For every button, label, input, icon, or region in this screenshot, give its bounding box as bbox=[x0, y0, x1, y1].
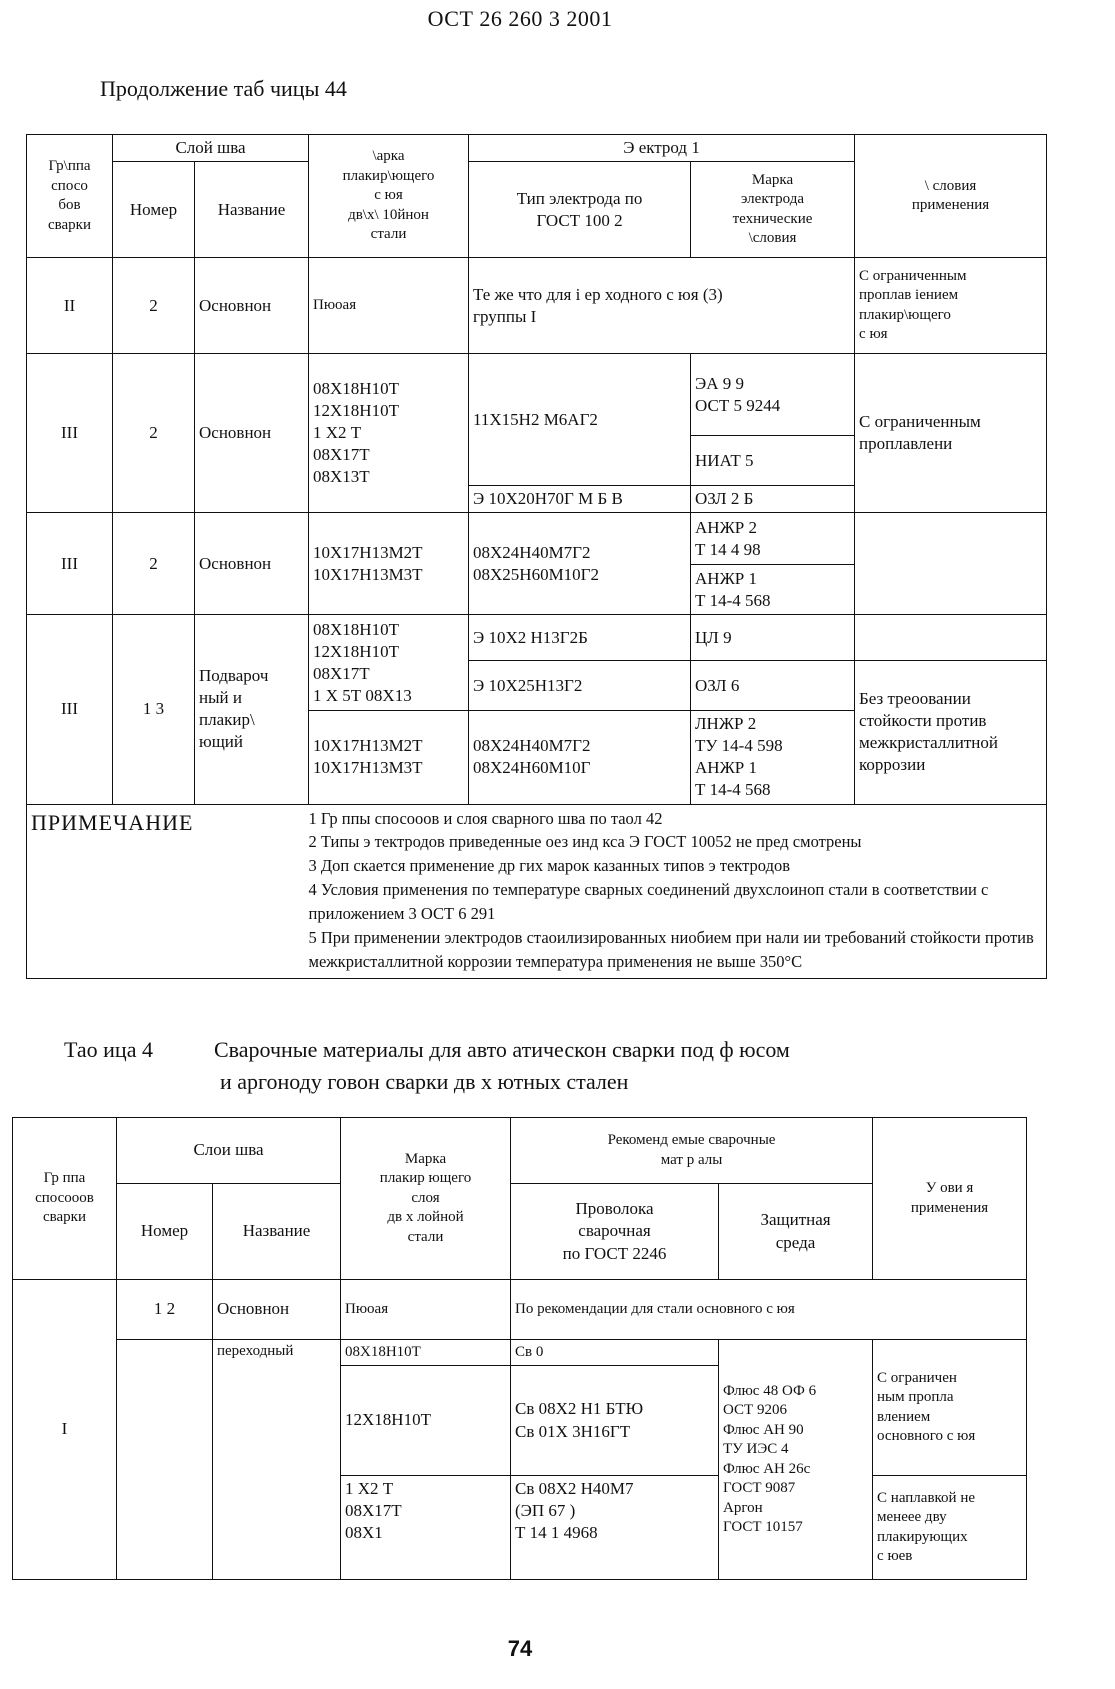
cell-type: Те же что для і ер ходного с юя (3) группы I bbox=[469, 258, 855, 354]
cell-wire: Св 0 bbox=[511, 1340, 719, 1366]
cell-group: I bbox=[13, 1280, 117, 1580]
header-grade: \арка плакир\ющего с юя дв\х\ 10йнон стали bbox=[309, 135, 469, 258]
cell-wire: Св 08Х2 Н40М7 (ЭП 67 ) Т 14 1 4968 bbox=[511, 1476, 719, 1580]
document-header: ОСТ 26 260 3 2001 bbox=[427, 6, 613, 31]
header-name: Название bbox=[213, 1184, 341, 1280]
cell-name: переходный bbox=[213, 1340, 341, 1580]
cell-conditions bbox=[855, 513, 1047, 615]
note-item: 5 При применении электродов стаоилизированных ниобием при нали ии требований стойкости против межкристаллитной коррозии температура применения не выше 350°С bbox=[308, 928, 1034, 972]
cell-grade: Пюоая bbox=[309, 258, 469, 354]
cell-name: Основнон bbox=[195, 258, 309, 354]
table-row bbox=[27, 354, 1047, 436]
table-row bbox=[27, 615, 1047, 661]
cell-group: III bbox=[27, 513, 113, 615]
cell-type: Э 10Х25Н13Г2 bbox=[469, 661, 691, 711]
cell-grade: 12Х18Н10Т bbox=[341, 1366, 511, 1476]
cell-name: Основнон bbox=[213, 1280, 341, 1340]
table-row bbox=[27, 513, 1047, 565]
cell-grade: 08Х18Н10Т 12Х18Н10Т 08Х17Т 1 Х 5Т 08Х13 bbox=[309, 615, 469, 711]
cell-group: III bbox=[27, 615, 113, 804]
continuation-title: Продолжение таб чицы 44 bbox=[100, 76, 347, 101]
notes-list bbox=[309, 804, 1047, 978]
note-label: ПРИМЕЧАНИЕ bbox=[27, 804, 309, 978]
header-electrodes: Э ектрод 1 bbox=[469, 135, 855, 162]
header-layer: Слои шва bbox=[117, 1118, 341, 1184]
cell-brand: АНЖР 1 Т 14-4 568 bbox=[691, 565, 855, 615]
header-grade: Марка плакир ющего слоя дв х лойной стали bbox=[341, 1118, 511, 1280]
cell-name: Подвароч ный и плакир\ ющий bbox=[195, 615, 309, 804]
cell-conditions bbox=[855, 615, 1047, 661]
header-group: Гр ппа спосооов сварки bbox=[13, 1118, 117, 1280]
header-number: Номер bbox=[113, 162, 195, 258]
header-recommended: Рекоменд емые сварочные мат р алы bbox=[511, 1118, 873, 1184]
cell-grade: 10Х17Н13М2Т 10Х17Н13М3Т bbox=[309, 711, 469, 804]
cell-number: 1 2 bbox=[117, 1280, 213, 1340]
note-item: 1 Гр ппы спосооов и слоя сварного шва по таол 42 bbox=[308, 808, 663, 828]
cell-grade: 08Х18Н10Т bbox=[341, 1340, 511, 1366]
cell-grade: 08Х18Н10Т 12Х18Н10Т 1 Х2 Т 08Х17Т 08Х13Т bbox=[309, 354, 469, 513]
cell-conditions: С наплавкой не менеее дву плакирующих с юев bbox=[873, 1476, 1027, 1580]
cell-type: 08Х24Н40М7Г2 08Х25Н60М10Г2 bbox=[469, 513, 691, 615]
header-name: Название bbox=[195, 162, 309, 258]
header-electrode-type: Тип электрода по ГОСТ 100 2 bbox=[469, 162, 691, 258]
table-45-caption bbox=[64, 1034, 1044, 1098]
cell-brand: ЛНЖР 2 ТУ 14-4 598 АНЖР 1 Т 14-4 568 bbox=[691, 711, 855, 804]
note-item: 4 Условия применения по температуре сварных соединений двухслоиноп стали в соответствии с приложением 3 ОСТ 6 291 bbox=[308, 880, 989, 924]
cell-conditions: Без треоовании стойкости против межкристаллитной коррозии bbox=[855, 661, 1047, 804]
note-item: 2 Типы э тектродов приведенные оез инд кса Э ГОСТ 10052 не пред смотрены bbox=[308, 832, 862, 852]
table-45 bbox=[12, 1117, 1027, 1580]
cell-group: II bbox=[27, 258, 113, 354]
page-number: 74 bbox=[507, 1636, 533, 1661]
cell-brand: ЦЛ 9 bbox=[691, 615, 855, 661]
cell-conditions: С ограниченным проплавлени bbox=[855, 354, 1047, 513]
header-conditions: \ словия применения bbox=[855, 135, 1047, 258]
header-shield: Защитная среда bbox=[719, 1184, 873, 1280]
cell-number bbox=[117, 1340, 213, 1580]
cell-number: 2 bbox=[113, 513, 195, 615]
header-group: Гр\ппа спосо бов сварки bbox=[27, 135, 113, 258]
cell-brand: АНЖР 2 Т 14 4 98 bbox=[691, 513, 855, 565]
cell-wire: Св 08Х2 Н1 БТЮ Св 01Х 3Н16ГТ bbox=[511, 1366, 719, 1476]
cell-name: Основнон bbox=[195, 354, 309, 513]
header-number: Номер bbox=[117, 1184, 213, 1280]
cell-grade: 1 Х2 Т 08Х17Т 08Х1 bbox=[341, 1476, 511, 1580]
cell-brand: ОЗЛ 6 bbox=[691, 661, 855, 711]
cell-type: 08Х24Н40М7Г2 08Х24Н60М10Г bbox=[469, 711, 691, 804]
cell-number: 2 bbox=[113, 354, 195, 513]
cell-type: Э 10Х2 Н13Г2Б bbox=[469, 615, 691, 661]
table-45-title-line1: Сварочные материалы для авто атическон сварки под ф юсом bbox=[214, 1037, 790, 1062]
cell-type: 11Х15Н2 М6АГ2 bbox=[469, 354, 691, 486]
table-row bbox=[27, 258, 1047, 354]
header-layer: Слой шва bbox=[113, 135, 309, 162]
cell-group: III bbox=[27, 354, 113, 513]
table-44 bbox=[26, 134, 1047, 979]
notes-row bbox=[27, 804, 1047, 978]
cell-type: Э 10Х20Н70Г М Б В bbox=[469, 486, 691, 513]
table-row bbox=[13, 1340, 1027, 1366]
cell-conditions: С ограниченным проплав іением плакир\ющего с юя bbox=[855, 258, 1047, 354]
note-item: 3 Доп скается применение др гих марок казанных типов э тектродов bbox=[308, 856, 791, 876]
cell-name: Основнон bbox=[195, 513, 309, 615]
cell-shield: Флюс 48 ОФ 6 ОСТ 9206 Флюс АН 90 ТУ ИЭС 4 Флюс АН 26с ГОСТ 9087 Аргон ГОСТ 10157 bbox=[719, 1340, 873, 1580]
cell-number: 2 bbox=[113, 258, 195, 354]
cell-number: 1 3 bbox=[113, 615, 195, 804]
table-row bbox=[13, 1280, 1027, 1340]
table-45-title-line2: и аргоноду говон сварки дв х ютных стален bbox=[220, 1068, 629, 1094]
cell-brand: ОЗЛ 2 Б bbox=[691, 486, 855, 513]
header-electrode-brand: Марка электрода технические \словия bbox=[691, 162, 855, 258]
header-conditions: У ови я применения bbox=[873, 1118, 1027, 1280]
cell-brand: НИАТ 5 bbox=[691, 436, 855, 486]
cell-grade: 10Х17Н13М2Т 10Х17Н13М3Т bbox=[309, 513, 469, 615]
table-45-label: Тао ица 4 bbox=[64, 1037, 153, 1062]
header-wire: Проволока сварочная по ГОСТ 2246 bbox=[511, 1184, 719, 1280]
cell-grade: Пюоая bbox=[341, 1280, 511, 1340]
cell-recommendation: По рекомендации для стали основного с юя bbox=[511, 1280, 1027, 1340]
cell-conditions: С ограничен ным пропла влением основного с юя bbox=[873, 1340, 1027, 1476]
cell-brand: ЭА 9 9 ОСТ 5 9244 bbox=[691, 354, 855, 436]
